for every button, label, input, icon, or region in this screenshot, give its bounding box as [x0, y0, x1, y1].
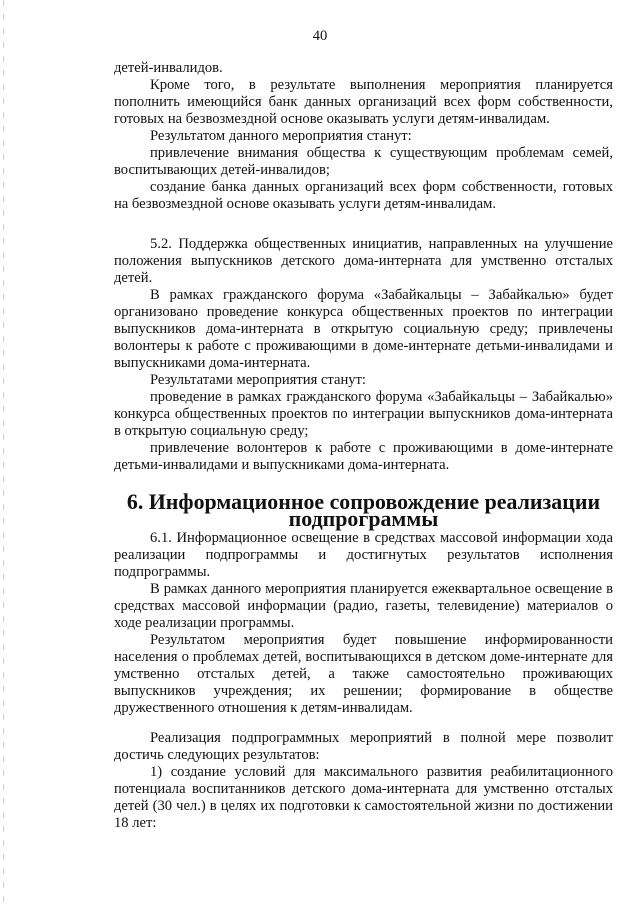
paragraph: Кроме того, в результате выполнения мероприятия планируется пополнить имеющийся банк данных организаций всех форм собственности, готовых на безвозмездной основе оказывать услуги детям-инвалидам. — [114, 77, 613, 127]
paragraph: В рамках данного мероприятия планируется ежеквартальное освещение в средствах массовой информации (радио, газеты, телевидение) материалов о ходе реализации программы. — [114, 581, 613, 631]
paragraph: привлечение волонтеров к работе с проживающими в доме-интернате детьми-инвалидами и выпускниками дома-интерната. — [114, 440, 613, 473]
section-subheading: 5.2. Поддержка общественных инициатив, направленных на улучшение положения выпускников детского дома-интерната для умственно отсталых детей. — [114, 236, 613, 286]
section-heading: 6. Информационное сопровождение реализации подпрограммы — [126, 489, 601, 531]
paragraph: Результатами мероприятия станут: — [150, 372, 366, 388]
paragraph: привлечение внимания общества к существующим проблемам семей, воспитывающих детей-инвалидов; — [114, 145, 613, 178]
paragraph: Результатом мероприятия будет повышение информированности населения о проблемах детей, воспитывающихся в детском доме-интернате для умственно отсталых детей, а также самостоятельно проживающих выпускников учреждения; их решении; формирование в обществе дружественного отношения к детям-инвалидам. — [114, 632, 613, 716]
paragraph: проведение в рамках гражданского форума «Забайкальцы – Забайкалью» конкурса общественных проектов по интеграции выпускников дома-интерната в открытую социальную среду; — [114, 389, 613, 439]
scan-edge-line — [3, 0, 4, 905]
paragraph: детей-инвалидов. — [114, 60, 223, 76]
paragraph: создание банка данных организаций всех форм собственности, готовых на безвозмездной основе оказывать услуги детям-инвалидам. — [114, 179, 613, 212]
paragraph: Результатом данного мероприятия станут: — [150, 128, 412, 144]
paragraph: В рамках гражданского форума «Забайкальцы – Забайкалью» будет организовано проведение конкурса общественных проектов по интеграции выпускников дома-интерната в открытую социальную среду; привлечены волонтеры к работе с проживающими в доме-интернате детьми-инвалидами и выпускниками дома-интерната. — [114, 287, 613, 371]
page-number: 40 — [312, 28, 328, 44]
paragraph: 1) создание условий для максимального развития реабилитационного потенциала воспитанников детского дома-интерната для умственно отсталых детей (30 чел.) в целях их подготовки к самостоятельной жизни по достижении 18 лет: — [114, 764, 613, 831]
paragraph: 6.1. Информационное освещение в средствах массовой информации хода реализации подпрограммы и достигнутых результатов исполнения подпрограммы. — [114, 530, 613, 580]
paragraph: Реализация подпрограммных мероприятий в полной мере позволит достичь следующих результатов: — [114, 730, 613, 763]
